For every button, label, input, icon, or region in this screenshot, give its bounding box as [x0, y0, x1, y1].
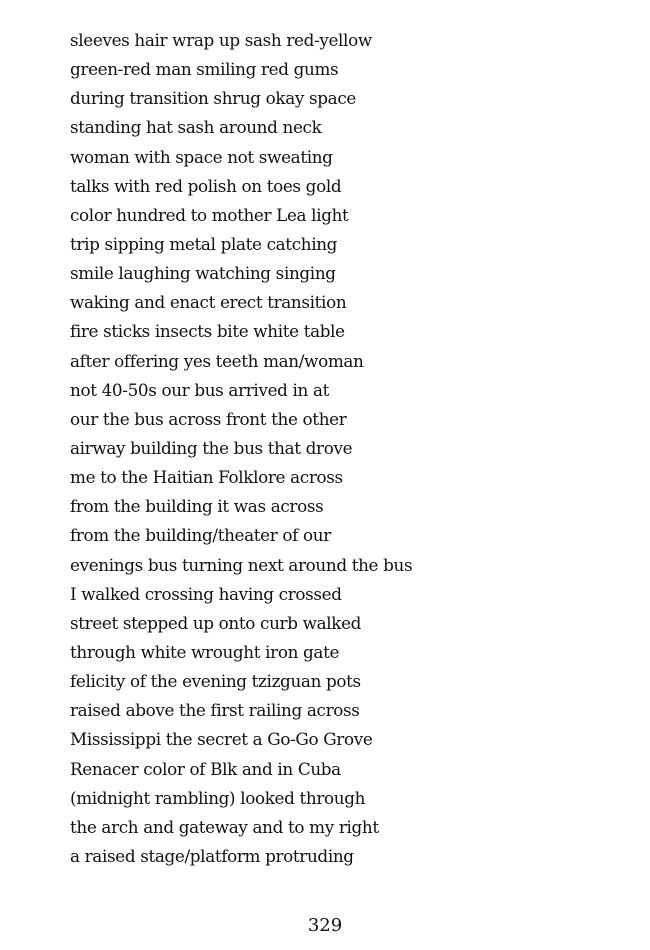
poem-line: sleeves hair wrap up sash red-yellow — [70, 30, 372, 50]
poem-line: not 40-50s our bus arrived in at — [70, 379, 330, 400]
poem-line: me to the Haitian Folklore across — [70, 467, 343, 488]
poem-line: a raised stage/platform protruding — [70, 845, 354, 866]
poem-line: green-red man smiling red gums — [70, 59, 339, 80]
poem-line: street stepped up onto curb walked — [70, 612, 362, 633]
poem-line: through white wrought iron gate — [70, 641, 340, 662]
poem-text — [70, 26, 412, 871]
poem-line: our the bus across front the other — [70, 408, 347, 429]
poem-line: during transition shrug okay space — [70, 88, 356, 109]
poem-line: trip sipping metal plate catching — [70, 233, 338, 254]
poem-line: smile laughing watching singing — [70, 263, 336, 284]
poem-line: woman with space not sweating — [70, 146, 333, 167]
poem-line: from the building it was across — [70, 496, 324, 517]
poem-line: the arch and gateway and to my right — [70, 816, 379, 837]
poem-line: Renacer color of Blk and in Cuba — [70, 758, 341, 779]
poem-line: from the building/theater of our — [70, 525, 331, 546]
poem-line: evenings bus turning next around the bus — [70, 554, 413, 575]
poem-line: felicity of the evening tzizguan pots — [70, 671, 361, 692]
poem-line: color hundred to mother Lea light — [70, 204, 349, 225]
poem-line: waking and enact erect transition — [70, 292, 347, 313]
poem-line: talks with red polish on toes gold — [70, 175, 342, 196]
poem-line: raised above the first railing across — [70, 700, 360, 721]
poem-line: (midnight rambling) looked through — [70, 787, 366, 808]
poem-line: I walked crossing having crossed — [70, 583, 342, 604]
poem-line: standing hat sash around neck — [70, 117, 322, 138]
poem-line: airway building the bus that drove — [70, 437, 353, 458]
page-number: 329 — [307, 915, 343, 936]
poem-line: after offering yes teeth man/woman — [70, 350, 364, 371]
poem-line: fire sticks insects bite white table — [70, 321, 345, 342]
poem-line: Mississippi the secret a Go-Go Grove — [70, 729, 373, 750]
